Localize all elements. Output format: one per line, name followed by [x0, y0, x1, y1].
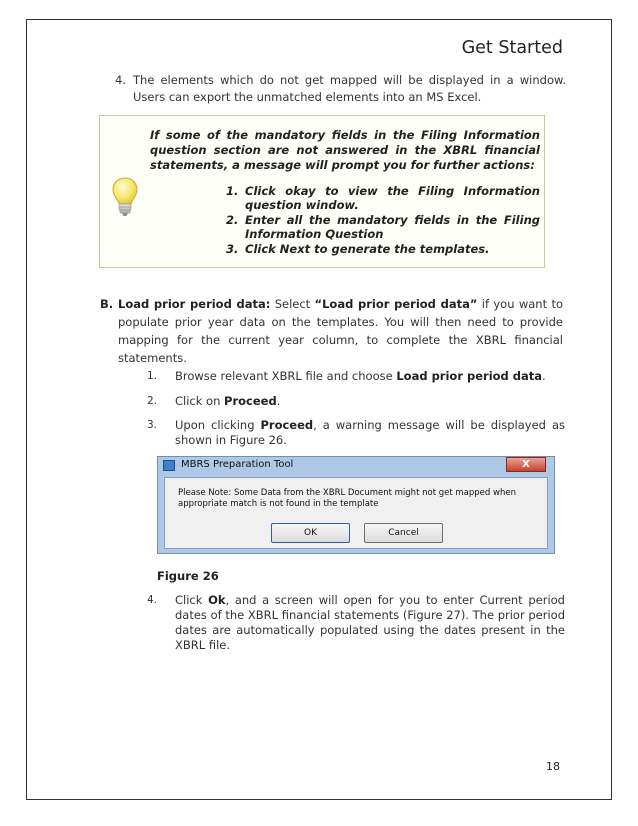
- page-number: 18: [546, 760, 560, 773]
- step-post: , a warning message will be displayed as shown in Figure 26.: [175, 418, 565, 447]
- step-item: [147, 593, 565, 653]
- note-item: [226, 184, 540, 212]
- step-item: [147, 394, 565, 409]
- note-item: [226, 242, 540, 256]
- note-heading: If some of the mandatory fields in the Filing Information question section are not answered in the XBRL financial statements, a message will prompt you for further actions:: [150, 128, 540, 172]
- note-item-number: 2.: [226, 213, 239, 227]
- note-item-text: Enter all the mandatory fields in the Filing Information Question: [245, 213, 540, 241]
- dialog-message: Please Note: Some Data from the XBRL Document might not get mapped when appropriate match is not found in the template: [178, 488, 516, 509]
- figure-caption: Figure 26: [157, 569, 219, 583]
- app-icon: [163, 460, 175, 471]
- step-item: [147, 369, 565, 384]
- step-post: .: [276, 394, 281, 408]
- section-b-text-after: if you want to populate prior year data on the templates. You will then need to provide mapping for the current year column, to complete the XBRL financial statements.: [118, 297, 563, 365]
- step-bold: Proceed: [224, 394, 277, 408]
- step-pre: Upon clicking: [175, 418, 261, 432]
- step-number: 2.: [147, 395, 158, 407]
- ok-button[interactable]: OK: [271, 523, 350, 543]
- step-post: , and a screen will open for you to enter Current period dates of the XBRL financial statements (Figure 27). The prior period dates are automatically populated using the dates present in the XBRL file.: [175, 593, 565, 652]
- note-item-number: 3.: [226, 242, 239, 256]
- note-list: [226, 184, 540, 257]
- cancel-button[interactable]: Cancel: [364, 523, 443, 543]
- point-4: [115, 72, 566, 106]
- section-b: [100, 295, 563, 367]
- step-number: 4.: [147, 594, 158, 606]
- point-4-text: The elements which do not get mapped will be displayed in a window. Users can export the unmatched elements into an MS Excel.: [133, 73, 566, 104]
- section-b-title: Load prior period data:: [118, 297, 271, 311]
- step-text: [147, 593, 565, 653]
- note-item-number: 1.: [226, 184, 239, 198]
- step-number: 3.: [147, 419, 158, 431]
- step-text: [147, 418, 565, 448]
- point-4-number: 4.: [115, 73, 126, 87]
- page-header-title: Get Started: [461, 38, 563, 58]
- close-button[interactable]: X: [506, 457, 546, 472]
- note-item-text: Click Next to generate the templates.: [245, 242, 490, 256]
- section-b-text-before: Select: [270, 297, 315, 311]
- note-item: [226, 213, 540, 241]
- step-pre: Click on: [175, 394, 225, 408]
- section-b-quoted: “Load prior period data”: [314, 297, 478, 311]
- dialog-body: [164, 477, 548, 549]
- dialog-title: MBRS Preparation Tool: [181, 459, 294, 470]
- step-bold: Load prior period data: [396, 369, 543, 383]
- step-text: [147, 394, 565, 409]
- step-post: .: [542, 369, 546, 383]
- step-number: 1.: [147, 370, 158, 382]
- note-box: [99, 115, 545, 268]
- warning-dialog-screenshot: [157, 456, 555, 554]
- section-b-label: B.: [100, 297, 114, 311]
- step-bold: Ok: [208, 593, 226, 607]
- lightbulb-icon: [111, 176, 139, 218]
- step-pre: Click: [175, 593, 209, 607]
- step-bold: Proceed: [260, 418, 314, 432]
- section-b-text: [100, 295, 563, 367]
- step-item: [147, 418, 565, 448]
- step-text: [147, 369, 565, 384]
- step-pre: Browse relevant XBRL file and choose: [175, 369, 397, 383]
- note-item-text: Click okay to view the Filing Information question window.: [245, 184, 540, 212]
